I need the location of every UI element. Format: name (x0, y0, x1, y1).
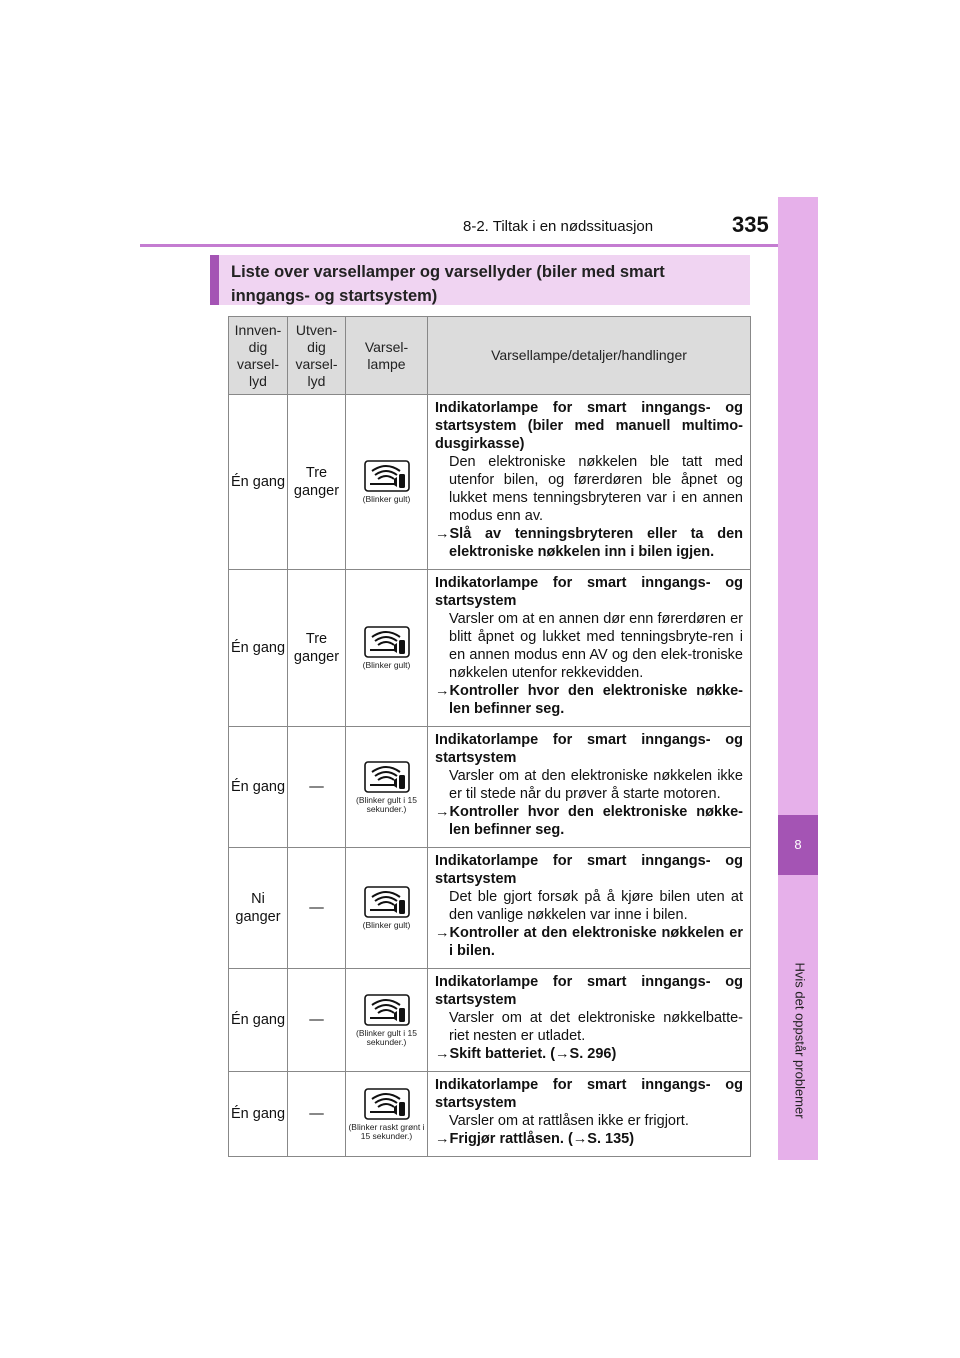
warning-description: Den elektroniske nøkkelen ble tatt med utenfor bilen, og førerdøren ble åpnet og lukket mens tenningsbryteren var i en annen modus enn av. (449, 454, 743, 524)
header-details: Varsellampe/detaljer/handlinger (428, 317, 751, 395)
page-number: 335 (732, 212, 769, 237)
arrow-icon: → (435, 1046, 450, 1062)
interior-buzzer-value: Én gang (230, 1012, 286, 1028)
header-warning-light: Varsel-lampe (346, 317, 428, 395)
interior-buzzer-value: Ni ganger (235, 891, 281, 925)
interior-buzzer-cell (229, 969, 288, 1072)
table-row (229, 848, 751, 969)
indicator-title: Indikatorlampe for smart inngangs- og startsystem (435, 974, 743, 1008)
arrow-icon: → (435, 683, 450, 699)
interior-buzzer-cell (229, 848, 288, 969)
chapter-tab-upper (778, 197, 818, 815)
details-cell (428, 1072, 751, 1157)
action-text: Frigjør rattlåsen. (→S. 135) (449, 1131, 635, 1147)
warning-description: Varsler om at rattlåsen ikke er frigjort. (449, 1113, 689, 1129)
details-cell (428, 727, 751, 848)
action-step (435, 525, 743, 561)
details-cell (428, 570, 751, 727)
interior-buzzer-cell (229, 395, 288, 570)
exterior-buzzer-cell (288, 848, 346, 969)
details-cell (428, 395, 751, 570)
exterior-buzzer-value: Tre ganger (293, 631, 340, 665)
table-row (229, 570, 751, 727)
action-text: Kontroller hvor den elektroniske nøkke-len befinner seg. (449, 683, 743, 717)
warning-light-cell (346, 727, 428, 848)
warning-table (228, 316, 751, 1157)
smart-key-indicator-icon (364, 994, 410, 1026)
indicator-title: Indikatorlampe for smart inngangs- og startsystem (biler med manuell multimo-dusgirkasse) (435, 400, 743, 452)
section-heading-box (210, 255, 750, 305)
section-heading: Liste over varsellamper og varsellyder (biler med smart inngangs- og startsystem) (231, 263, 665, 305)
action-text: Skift batteriet. (→S. 296) (449, 1046, 617, 1062)
interior-buzzer-value: Én gang (230, 640, 286, 656)
warning-description: Varsler om at det elektroniske nøkkelbatte-riet nesten er utladet. (449, 1010, 743, 1044)
warning-description: Det ble gjort forsøk på å kjøre bilen uten at den vanlige nøkkelen var inne i bilen. (449, 889, 743, 923)
lamp-note: (Blinker gult) (362, 494, 411, 504)
header-divider (140, 244, 818, 247)
chapter-number-tab[interactable]: 8 (778, 815, 818, 875)
interior-buzzer-cell (229, 570, 288, 727)
exterior-buzzer-cell (288, 727, 346, 848)
details-cell (428, 969, 751, 1072)
arrow-icon: → (435, 804, 450, 820)
warning-light-cell (346, 1072, 428, 1157)
action-step (435, 1045, 743, 1063)
header-interior-buzzer: Innven-dig varsel-lyd (229, 317, 288, 395)
exterior-buzzer-value: — (309, 779, 324, 795)
action-step (435, 924, 743, 960)
exterior-buzzer-cell (288, 395, 346, 570)
warning-light-cell (346, 395, 428, 570)
action-step (435, 682, 743, 718)
smart-key-indicator-icon (364, 886, 410, 918)
lamp-note: (Blinker gult i 15 sekunder.) (356, 794, 417, 814)
exterior-buzzer-cell (288, 1072, 346, 1157)
arrow-icon: → (435, 1131, 450, 1147)
warning-description: Varsler om at en annen dør enn førerdøren er blitt åpnet og lukket med tenningsbryte-ren i en annen modus enn AV og den elek-troniske nøkkelen utenfor rekkevidden. (449, 611, 743, 681)
chapter-title: Hvis det oppstår problemer (792, 962, 808, 1119)
exterior-buzzer-cell (288, 570, 346, 727)
lamp-note: (Blinker raskt grønt i 15 sekunder.) (348, 1121, 425, 1141)
smart-key-indicator-icon (364, 1088, 410, 1120)
action-step (435, 803, 743, 839)
arrow-icon: → (435, 526, 450, 542)
indicator-title: Indikatorlampe for smart inngangs- og startsystem (435, 575, 743, 609)
action-step (435, 1130, 743, 1148)
indicator-title: Indikatorlampe for smart inngangs- og startsystem (435, 1077, 743, 1111)
table-row (229, 727, 751, 848)
smart-key-indicator-icon (364, 460, 410, 492)
interior-buzzer-value: Én gang (230, 779, 286, 795)
smart-key-indicator-icon (364, 626, 410, 658)
arrow-icon: → (435, 925, 450, 941)
warning-light-cell (346, 848, 428, 969)
action-text: Slå av tenningsbryteren eller ta den elektroniske nøkkelen inn i bilen igjen. (449, 526, 743, 560)
interior-buzzer-value: Én gang (230, 474, 286, 490)
interior-buzzer-cell (229, 1072, 288, 1157)
indicator-title: Indikatorlampe for smart inngangs- og startsystem (435, 853, 743, 887)
interior-buzzer-value: Én gang (230, 1106, 286, 1122)
indicator-title: Indikatorlampe for smart inngangs- og startsystem (435, 732, 743, 766)
exterior-buzzer-value: Tre ganger (293, 465, 340, 499)
exterior-buzzer-value: — (309, 900, 324, 916)
header-exterior-buzzer: Utven-dig varsel-lyd (288, 317, 346, 395)
lamp-note: (Blinker gult) (362, 660, 411, 670)
table-row (229, 395, 751, 570)
exterior-buzzer-value: — (309, 1012, 324, 1028)
table-row (229, 969, 751, 1072)
smart-key-indicator-icon (364, 761, 410, 793)
action-text: Kontroller hvor den elektroniske nøkke-len befinner seg. (449, 804, 743, 838)
exterior-buzzer-value: — (309, 1106, 324, 1122)
warning-light-cell (346, 969, 428, 1072)
exterior-buzzer-cell (288, 969, 346, 1072)
lamp-note: (Blinker gult) (362, 920, 411, 930)
warning-description: Varsler om at den elektroniske nøkkelen ikke er til stede når du prøver å starte motoren. (449, 768, 743, 802)
lamp-note: (Blinker gult i 15 sekunder.) (356, 1027, 417, 1047)
details-cell (428, 848, 751, 969)
table-row (229, 1072, 751, 1157)
action-text: Kontroller at den elektroniske nøkkelen er i bilen. (449, 925, 743, 959)
interior-buzzer-cell (229, 727, 288, 848)
warning-light-cell (346, 570, 428, 727)
section-title: 8-2. Tiltak i en nødssituasjon (463, 218, 654, 235)
